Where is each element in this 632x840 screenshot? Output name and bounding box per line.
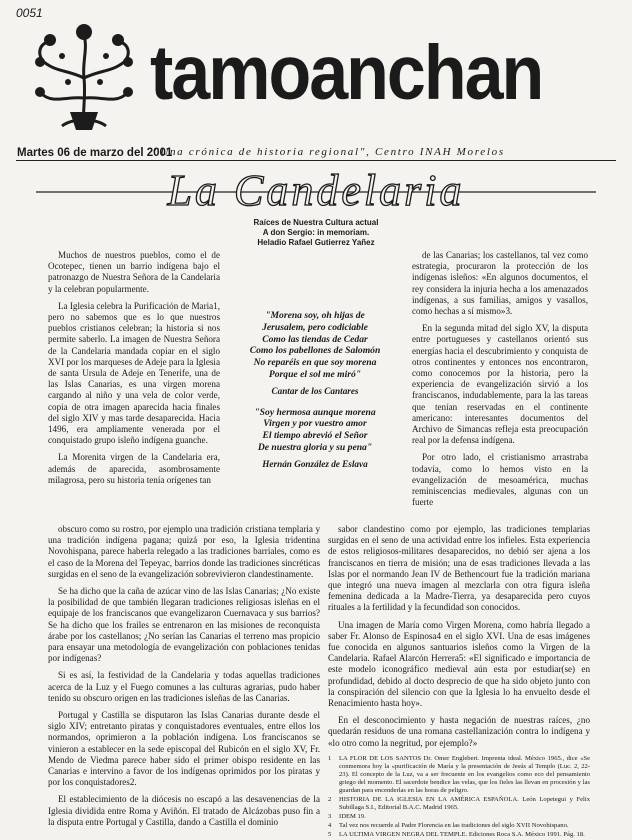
quote-attribution: Hernán González de Eslava [262, 458, 368, 469]
quote-line: El tiempo abrevió el Señor [262, 430, 368, 442]
footnote-text: LA ULTIMA VIRGEN NEGRA DEL TEMPLE. Ediciones Roca S.A. México 1991. Pág. 18. [339, 830, 585, 838]
article-title-banner [36, 168, 596, 212]
footnote-number: 2 [328, 795, 332, 803]
article-byline [0, 218, 632, 248]
paragraph: Portugal y Castilla se disputaron las Islas Canarias durante desde el siglo XIV; entretanto piratas y conquistadores eventuales, entre ellos los normandos, oprimieron a la población indígena. Los franciscanos se vinieron a establecer en la sede episcopal del Rubicón en el siglo XV, Fr. Mendo de Viedma parece haber sido el primer obispo residente en las Canarias e intervino a favor de los indígenas oprimidos por los piratas y por los conquistadores2. [48, 710, 320, 788]
issue-date: Martes 06 de marzo del 2001 [17, 147, 173, 159]
paragraph: En el desconocimiento y hasta negación de nuestras raíces, ¿no quedarán residuos de una romana castellanización contra lo indígena y «lo otro como la negritud, por ejemplo?» [328, 715, 590, 748]
footnote-text: Tal vez nos recuerde al Padre Florencia en las tradiciones del siglo XVII Novohispano. [339, 821, 569, 829]
quote-line: "Soy hermosa aunque morena [254, 406, 376, 418]
paragraph: Se ha dicho que la caña de azúcar vino de las Islas Canarias; ¿No existe la posibilidad de que también llegaran tradiciones religiosas isleñas en el equipaje de los franciscanos que evangelizaron Cuernavaca y sus barrios? Se ha dicho que los frailes se entrenaron en las misiones de reconquista árabe por los castellanos; ¿No serían las Canarias el terreno mas propicio para ensayar una metodología de evangelización con poblaciones tenidas por indígenas? [48, 586, 320, 664]
left-column [48, 250, 220, 492]
quote-line: De nuestra gloria y su pena" [257, 441, 373, 453]
quote-attribution: Cantar de los Cantares [271, 385, 359, 396]
paragraph: Muchos de nuestros pueblos, como el de Ocotepec, tienen un barrio indígena bajo el patronazgo de Nuestra Señora de la Candelaria y la celebran popularmente. [48, 250, 220, 294]
footnote [328, 813, 590, 821]
paragraph: La Morenita virgen de la Candelaria era, además de aparecida, asombrosamente milagrosa, pero su historia tenía orígenes tan [48, 452, 220, 485]
paragraph: El establecimiento de la diócesis no escapó a las desavenencias de la Iglesia dividida entre Roma y Aviñón. El tratado de Alcázobas puso fin a la disputa entre Portugal y Castilla, dando a Castilla el dominio [48, 794, 320, 827]
footnote-number: 5 [328, 830, 332, 838]
pull-quote [224, 310, 406, 480]
paragraph: sabor clandestino como por ejemplo, las tradiciones templarias surgidas en el seno de una actividad entre los infieles. Esta experiencia de estos religiosos-militares desaparecidos, no debió ser ajena a los franciscanos en tierra de misión; una de esas tradiciones llevada a las Islas por el normando Jean IV de Bethencourt fue la tradición mariana que integró una nueva imagen al mezclarla con otra figura isleña femenina dedicada a la Madre-Tierra, ya desaparecida pero cuyos rituales a la fertilidad y la fecundidad son conocidos. [328, 524, 590, 613]
quote-line: Virgen y por vuestro amor [263, 418, 367, 430]
quote-line: No reparéis en que soy morena [253, 357, 377, 369]
footnote-text: HISTORIA DE LA IGLESIA EN LA AMÉRICA ESPAÑOLA. León Lopetegui y Felix Subillaga S.I., Editorial B.A.C. Madrid 1965. [339, 795, 590, 811]
article-author: Heladio Rafael Gutierrez Yañez [257, 238, 375, 247]
paragraph: Por otro lado, el cristianismo arrastraba todavía, como lo hemos visto en la evangelización de mesoamérica, muchas reminiscencias medievales, algunas con un fuerte [412, 452, 588, 508]
quote-line: Como los pabellones de Salomón [249, 345, 381, 357]
masthead-title: tamoanchan [150, 29, 543, 116]
quote-line: Jerusalem, pero codiciable [262, 321, 368, 333]
paragraph: de las Canarias; los castellanos, tal vez como estrategia, procuraron la protección de los indígenas isleños: «En algunos documentos, el rey considera la injuria hecha a los amenazados indígenas, a sus familias, amigos y vasallos, como hechas a sí mismo»3. [412, 250, 588, 317]
quote-line: Porque el sol me miró" [268, 368, 362, 380]
aztec-glyph-logo [22, 18, 146, 136]
paragraph: La Iglesia celebra la Purificación de Maria1, pero no sabemos que es lo que nuestros pueblos cristianos celebran; la historia si nos permite saberlo. La imagen de Nuestra Señora de la Candelaria mandada copiar en el siglo XVI por los marqueses de Adeje para la Iglesia de santa Ursula de Adeje en Tenerife, una de las Islas Canarias, es una virgen morena cargando al niño y una vela de color verde, copia de otra imagen aparecida hacia finales del siglo XIV y mas tarde desaparecida. Hacia 1496, era ampliamente venerada por el conquistado grupo isleño indígena guanche. [48, 300, 220, 446]
article-dedication: A don Sergio: in memoriam. [262, 228, 370, 237]
paragraph: Una imagen de María como Virgen Morena, como habría llegado a saber Fr. Alonso de Espinosa4 en el siglo XVI. Una de esas imágenes fue conocida en algunos santuarios isleños como la Virgen de la Candelaria. Rafael Alarcón Herrera5: «El significado e importancia de este modelo iconográfico medieval aún esta por estudiar(se) en profundidad, debido al docto desprecio de que ha sido objeto junto con la conspiración del silencio con que la Iglesia lo ha envuelto desde el Renacimiento hasta hoy». [328, 619, 590, 709]
article-subtitle: Raíces de Nuestra Cultura actual [253, 218, 379, 227]
paragraph: obscuro como su rostro, por ejemplo una tradición cristiana templaria y una tradición indígena pagana; quizá por eso, la Iglesia tridentina Novohispana, parece haberla relegado a las tradiciones barriales, como es el caso de la Morena del Tepeyac, barrios donde las tradiciones sincréticas surgidas en el seno de la evangelización sobrevivieron clandestinamente. [48, 524, 320, 579]
header-rule [16, 160, 616, 161]
quote-line: Como las tiendas de Cedar [262, 333, 368, 345]
article-title: La Candelaria [167, 168, 465, 212]
footnote-number: 4 [328, 821, 332, 829]
masthead-tagline: "Una crónica de historia regional", Centro INAH Morelos [154, 146, 505, 158]
footnote-number: 3 [328, 812, 332, 820]
paragraph: En la segunda mitad del siglo XV, la disputa entre portugueses y castellanos orientó sus energías hacia el descubrimiento y conquista de otros continentes y entonces nos encontraron, como conocemos por la historia, pero la experiencia de evangelización sirvió a los franciscanos, indudablemente, para la las tareas que tenían reservadas en el continente americano: interesantes documentos del Archivo de Simancas refleja esta preocupación real por la defensa indígena. [412, 323, 588, 446]
footnote-text: IDEM 19. [339, 812, 366, 820]
paragraph: Si es así, la festividad de la Candelaria y todas aquellas tradiciones acerca de la Luz y el Fuego comunes a las culturas agrarias, pudo haber tenido su obscuro origen en las tradiciones isleñas de las Canarias. [48, 670, 320, 703]
right-column [412, 250, 588, 514]
folio-number: 0051 [16, 6, 43, 20]
footnotes [328, 755, 590, 839]
footnote [328, 796, 590, 812]
footnote-number: 1 [328, 754, 332, 762]
footnote-text: LA FLOR DE LOS SANTOS Dr. Omer Englebert. Imprenta ideal. México 1965., dice «Se conmemora hoy la «purificación de María y la presentación de Jesús al Templo (Luc. 2, 22-23). El concepto de la Luz, va a ser frecuente en los evangelios como eco del pensamiento griego del momento. El sacerdote bendice las velas, que los fieles las llevan en procesión y las guardan para encenderlas en las horas de peligro. [339, 754, 590, 794]
footnote [328, 822, 590, 830]
footnote [328, 831, 590, 839]
lower-right-column [328, 524, 590, 840]
lower-left-column [48, 524, 320, 834]
footnote [328, 755, 590, 795]
quote-line: "Morena soy, oh hijas de [265, 310, 365, 321]
